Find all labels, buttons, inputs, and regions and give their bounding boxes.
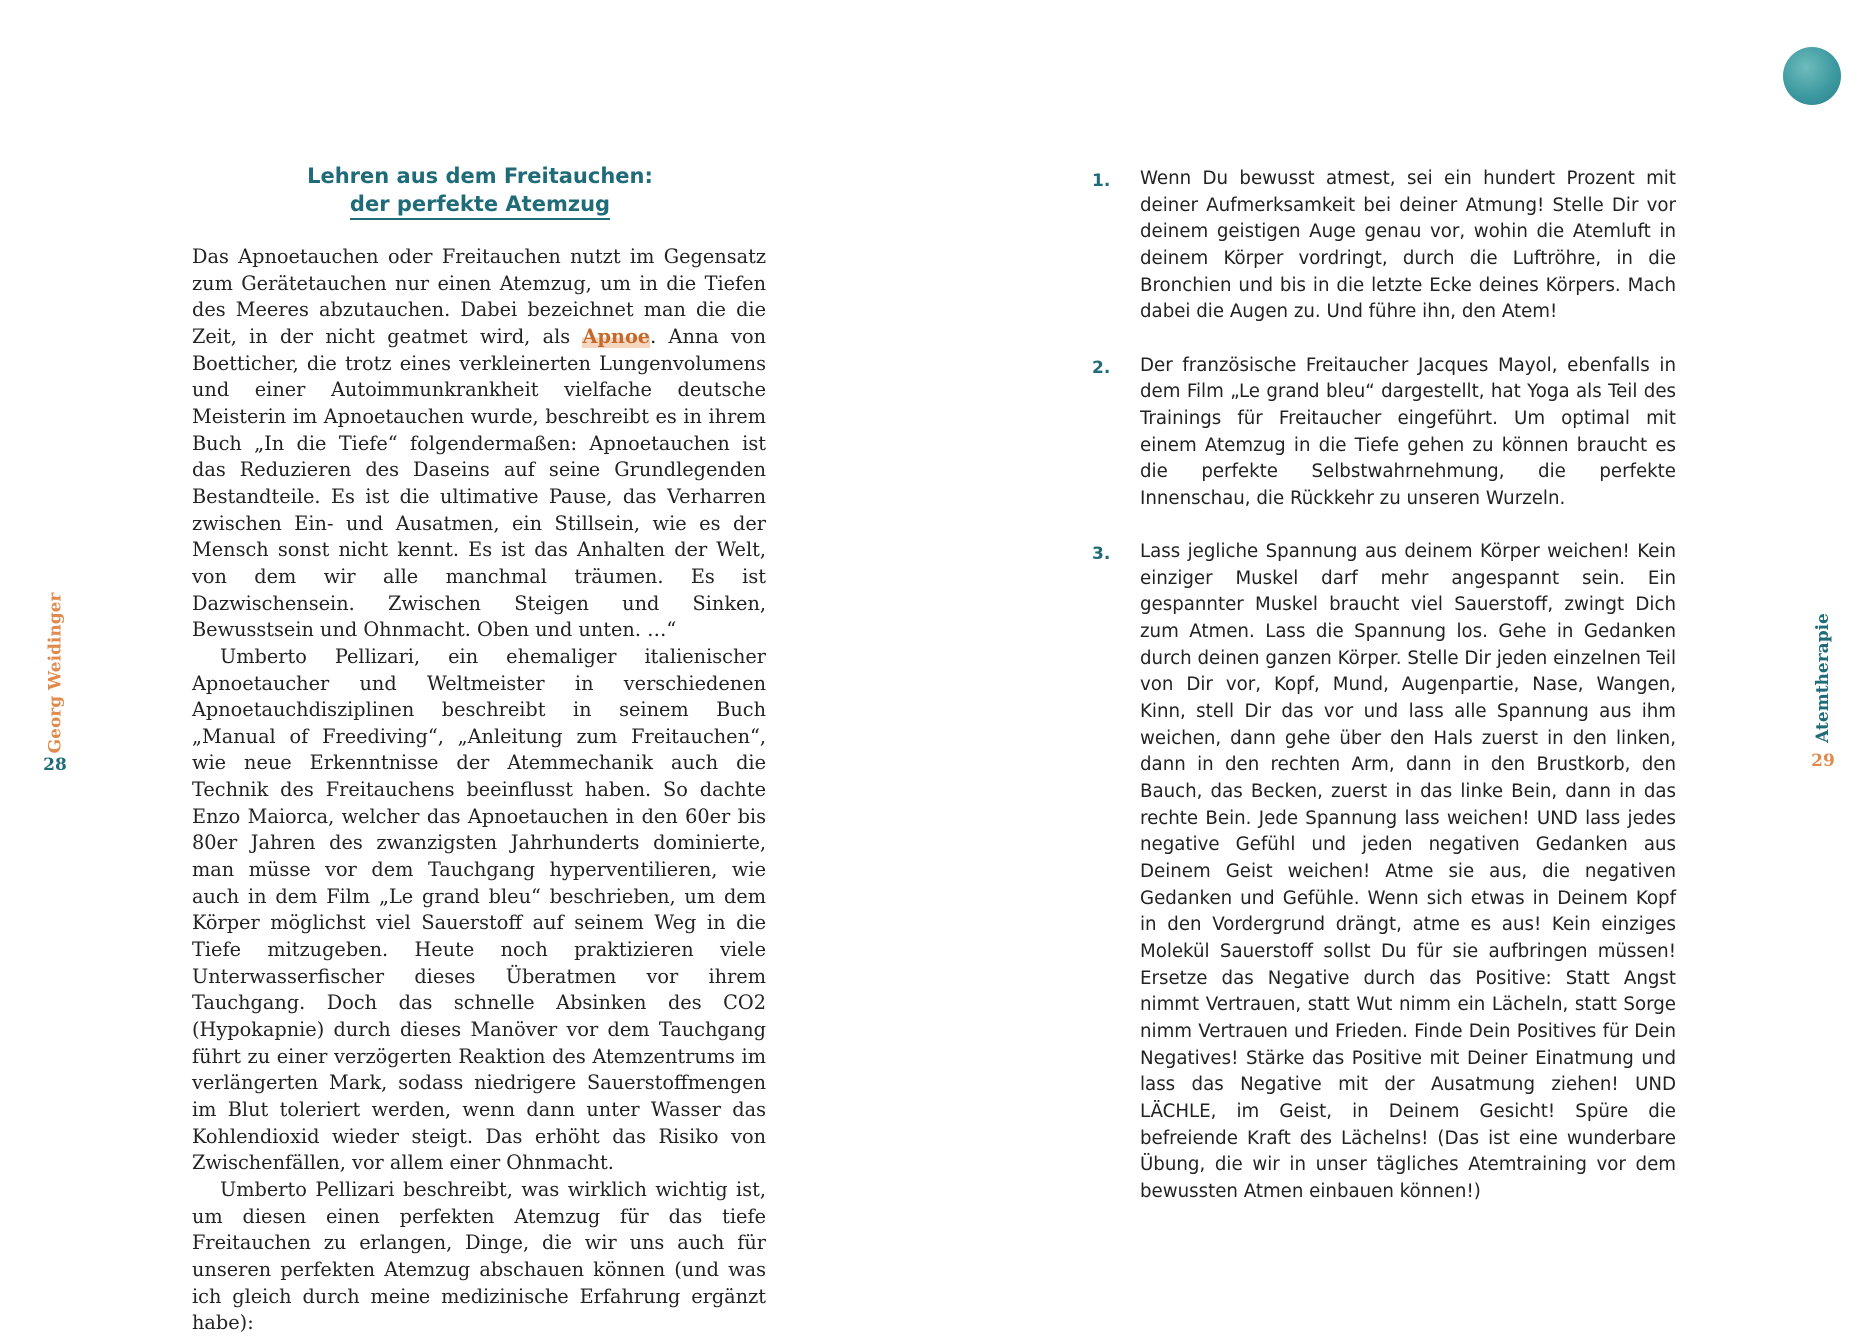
list-item-text: Der französische Freitaucher Jacques Mayol, ebenfalls in dem Film „Le grand bleu“ dargestellt, hat Yoga als Teil des Trainings für Freitaucher eingeführt. Um optimal mit einem Atemzug in die Tiefe gehen zu können braucht es die perfekte Selbstwahrnehmung, die perfekte Innenschau, die Rückkehr zu unseren Wurzeln. (1140, 354, 1676, 509)
chapter-heading-line1: Lehren aus dem Freitauchen: (307, 164, 653, 188)
list-item-text: Lass jegliche Spannung aus deinem Körper weichen! Kein einziger Muskel darf mehr angespannt sein. Ein gespannter Muskel braucht viel Sauerstoff, zwingt Dich zum Atmen. Lass die Spannung los. Gehe in Gedanken durch deinen ganzen Körper. Stelle Dir jeden einzelnen Teil von Dir vor, Kopf, Mund, Augenpartie, Nase, Wangen, Kinn, stell Dir das vor und lass alle Spannung aus ihm weichen, dann gehe über den Hals zuerst in den linken, dann in den rechten Arm, dann in den Brustkorb, den Bauch, das Becken, zuerst in das linke Bein, dann in das rechte Bein. Jede Spannung lass weichen! UND lass jedes negative Gefühl und jeden negativen Gedanken aus Deinem Geist weichen! Atme sie aus, die negativen Gedanken und Gefühle. Wenn sich etwas in Deinem Kopf in den Vordergrund drängt, atme es aus! Kein einziges Molekül Sauerstoff sollst Du für sie aufbringen müssen! Ersetze das Negative durch das Positive: Statt Angst nimmt Vertrauen, statt Wut nimm ein Lächeln, statt Sorge nimm Vertrauen und Frieden. Finde Dein Positives für Dein Negatives! Stärke das Positive mit Deiner Einatmung und lass das Negative mit der Ausatmung ziehen! UND LÄCHLE, im Geist, in Deinem Gesicht! Spüre die befreiende Kraft des Lächelns! (Das ist eine wunderbare Übung, die wir in unser tägliches Atemtraining vor dem bewussten Atmen einbauen können!) (1140, 541, 1676, 1202)
author-name: Georg Weidinger (45, 592, 65, 753)
section-sidebar (1808, 612, 1838, 743)
decorative-circle (1783, 47, 1841, 105)
right-page (935, 0, 1870, 1332)
chapter-heading-line2: der perfekte Atemzug (350, 192, 610, 220)
list-item (1092, 539, 1676, 1205)
paragraph-1 (192, 244, 766, 644)
list-item (1092, 353, 1676, 513)
paragraph-1-before: Das Apnoetauchen oder Freitauchen nutzt im Gegensatz zum Gerätetauchen nur einen Atemzug, um in die Tiefen des Meeres abzutauchen. Dabei bezeichnet man die die Zeit, in der nicht geatmet wird, als (192, 245, 766, 348)
body-text (192, 244, 766, 1337)
list-item-number: 1. (1092, 171, 1111, 191)
list-item-text: Wenn Du bewusst atmest, sei ein hundert Prozent mit deiner Aufmerksamkeit bei deiner Atmung! Stelle Dir vor deinem geistigen Auge genau vor, wohin die Atemluft in deinem Körper vordringt, durch die Luftröhre, in die Bronchien und bis in die letzte Ecke deines Körpers. Mach dabei die Augen zu. Und führe ihn, den Atem! (1140, 168, 1676, 323)
page-number-right: 29 (1811, 751, 1835, 771)
paragraph-2: Umberto Pellizari, ein ehemaliger italienischer Apnoetaucher und Weltmeister in verschiedenen Apnoetauchdisziplinen beschreibt in seinem Buch „Manual of Freediving“, „Anleitung zum Freitauchen“, wie neue Erkenntnisse der Atemmechanik auch die Technik des Freitauchens beeinflusst haben. So dachte Enzo Maiorca, welcher das Apnoetauchen in den 60er bis 80er Jahren des zwanzigsten Jahrhunderts dominierte, man müsse vor dem Tauchgang hyperventilieren, wie auch in dem Film „Le grand bleu“ beschrieben, um dem Körper möglichst viel Sauerstoff auf seinem Weg in die Tiefe mitzugeben. Heute noch praktizieren viele Unterwasserfischer dieses Überatmen vor ihrem Tauchgang. Doch das schnelle Absinken des CO2 (Hypokapnie) durch dieses Manöver vor dem Tauchgang führt zu einer verzögerten Reaktion des Atemzentrums im verlängerten Mark, sodass niedrigere Sauerstoffmengen im Blut toleriert werden, wenn dann unter Wasser das Kohlendioxid wieder steigt. Das erhöht das Risiko von Zwischenfällen, vor allem einer Ohnmacht. (192, 644, 766, 1175)
list-item-number: 2. (1092, 357, 1111, 378)
section-name: Atemtherapie (1813, 612, 1833, 743)
numbered-list (1092, 166, 1676, 1232)
highlighted-term-apnoe: Apnoe (582, 324, 651, 348)
left-page (0, 0, 935, 1335)
paragraph-3: Umberto Pellizari beschreibt, was wirklich wichtig ist, um diesen einen perfekten Atemzug für das tiefe Freitauchen zu erlangen, Dinge, die wir uns auch für unseren perfekten Atemzug abschauen können (und was ich gleich durch meine medizinische Erfahrung ergänzt habe): (192, 1177, 766, 1335)
page-number-left: 28 (43, 755, 67, 775)
author-sidebar (40, 592, 70, 753)
list-item (1092, 166, 1676, 326)
list-item-number: 3. (1092, 544, 1111, 565)
paragraph-1-after: . Anna von Boetticher, die trotz eines verkleinerten Lungenvolumens und einer Autoimmunkrankheit vielfache deutsche Meisterin im Apnoetauchen wurde, beschreibt es in ihrem Buch „In die Tiefe“ folgendermaßen: Apnoetauchen ist das Reduzieren des Daseins auf seine Grundlegenden Bestandteile. Es ist die ultimative Pause, das Verharren zwischen Ein- und Ausatmen, ein Stillsein, wie es der Mensch sonst nicht kennt. Es ist das Anhalten der Welt, von dem wir alle manchmal träumen. Es ist Dazwischensein. Zwischen Steigen und Sinken, Bewusstsein und Ohnmacht. Oben und unten. …“ (192, 324, 767, 642)
chapter-heading (190, 162, 770, 218)
